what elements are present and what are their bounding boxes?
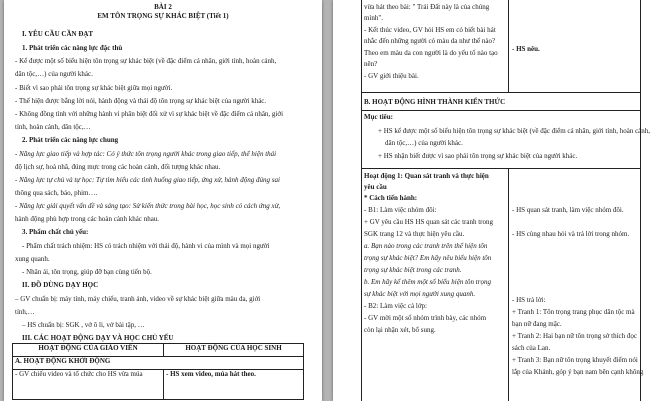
column-header-student: HOẠT ĐỘNG CỦA HỌC SINH [164,344,304,357]
text-line: - Kể được một số biểu hiện tôn trọng sự khác biệt (về đặc điểm cá nhân, giới tính, hoàn cảnh, [15,57,277,65]
activities-heading: III. CÁC HOẠT ĐỘNG DẠY VÀ HỌC CHỦ YẾU [22,334,174,342]
text-line: - Không đồng tình với những hành vi phân biệt đối xử vì sự khác biệt về đặc điểm cá nhân, giới [15,110,284,118]
section-header: A. HOẠT ĐỘNG KHỞI ĐỘNG [13,357,304,370]
lesson-title: EM TÔN TRỌNG SỰ KHÁC BIỆT (Tiết 1) [97,12,229,20]
text-line: trọng sự khác biệt trong các tranh. [364,266,462,274]
text-line: - Phẩm chất trách nhiệm: HS có trách nhiệm với thái độ, hành vi của mình và mọi người [22,242,270,250]
text-line: hành động phù hợp trong các hoàn cảnh khác nhau. [15,215,160,223]
objectives-heading: I. YÊU CẦU CẦN ĐẠT [22,30,94,38]
text-line: + GV yêu cầu HS HS quan sát các tranh trong [364,218,494,226]
quality-heading: 3. Phẩm chất chủ yếu: [22,228,89,236]
text-line: - Năng lực tự chủ và tự học: Tự tìm hiểu các tình huống giao tiếp, ứng xử, hành động đúng sai [15,176,280,184]
text-line: - Nhân ái, tôn trọng, giúp đỡ bạn cùng tiến bộ. [22,268,152,276]
student-cell: - HS xem video, múa hát theo. [164,370,304,400]
text-line: dân tộc,…) của người khác. [385,139,463,147]
text-line: - Thể hiện được bằng lời nói, hành động và thái độ tôn trọng sự khác biệt của người khác. [15,97,267,105]
student-response: lắp của Khánh, góp ý bạn nam bên cạnh không [512,368,644,376]
text-line: + HS nhận biết được vì sao phải tôn trọng sự khác biệt của người khác. [378,152,578,160]
text-line: - B1: Làm việc nhóm đôi: [364,206,437,214]
column-header-teacher: HOẠT ĐỘNG CỦA GIÁO VIÊN [13,344,164,357]
text-line: thông qua sách, báo, phim…. [15,189,98,197]
student-response: - HS cùng nhau hỏi và trả lời trong nhóm. [512,230,630,238]
document-page-left [4,0,322,401]
text-line: a. Bạn nào trong các tranh trên thể hiện tôn [364,242,488,250]
student-response: + Tranh 1: Tôn trọng trang phục dân tộc mà [512,308,635,316]
text-line: - Kết thúc video, GV hỏi HS em có biết bài hát [364,26,496,34]
text-line: b. Em hãy kể thêm một số biểu hiện tôn trọng [364,278,491,286]
text-line: mình". [364,14,383,22]
text-line: - GV mời một số nhóm trình bày, các nhóm [364,314,487,322]
student-response: - HS trả lời: [512,296,546,304]
text-line: trọng sự khác biệt? Em hãy nêu biểu hiện tôn [364,254,492,262]
lesson-number: BÀI 2 [154,3,172,11]
student-response: + Tranh 3: Bạn nữ tôn trọng khuyết điểm nói [512,356,638,364]
section-header: B. HOẠT ĐỘNG HÌNH THÀNH KIẾN THỨC [364,98,506,106]
text-line: - Năng lực giải quyết vấn đề và sáng tạo: Sử kiến thức trong bài học, học sinh có cách ứng xử, [15,202,281,210]
text-line: dân tộc,…) của người khác. [15,70,93,78]
specific-competence-heading: 1. Phát triển các năng lực đặc thù [22,44,123,52]
text-line: còn lại nhận xét, bổ sung. [364,326,436,334]
text-line: - B2: Làm việc cả lớp: [364,302,427,310]
goal-heading: Mục tiêu: [364,113,393,121]
text-line: sự khác biệt với mọi người xung quanh. [364,290,476,298]
text-line: - Biết vì sao phải tôn trọng sự khác biệt giữa mọi người. [15,84,173,92]
text-line: nhắc đến những người có màu da như thế nào? [364,37,496,45]
general-competence-heading: 2. Phát triển các năng lực chung [22,136,119,144]
text-line: Theo em màu da con người là do yếu tố nào tạo [364,49,498,57]
method-heading: * Cách tiến hành: [364,194,418,202]
document-page-right [333,0,650,401]
student-response: bạn nữ đang mặc. [512,320,562,328]
text-line: độ lịch sự, hoà nhã, đúng mực trong các hoàn cảnh, đối tượng khác nhau. [15,163,221,171]
student-response: sách của Lan. [512,344,551,352]
equipment-heading: II. ĐỒ DÙNG DẠY HỌC [22,281,99,289]
student-response: - HS quan sát tranh, làm việc nhóm đôi. [512,206,624,214]
activities-table [12,343,304,400]
teacher-cell: - GV chiếu video và tổ chức cho HS vừa múa [13,370,164,400]
text-line: SGK trang 12 và thực hiện yêu cầu. [364,230,465,238]
activity-1-heading-cont: yêu cầu [364,183,387,191]
text-line: - Năng lực giao tiếp và hợp tác: Có ý thức tôn trọng người khác trong giao tiếp, thể hiện thái [15,150,277,158]
student-response: - HS nêu. [512,45,540,53]
text-line: nên? [364,60,378,68]
text-line: – GV chuẩn bị: máy tính, máy chiếu, tranh ảnh, video về sự khác biệt giữa màu da, giới [15,295,261,303]
text-line: tính,… [15,308,35,316]
text-line: + HS kể được một số biểu hiện tôn trọng sự khác biệt (về đặc điểm cá nhân, giới tính, hoàn cảnh, [378,127,650,135]
student-response: + Tranh 2: Hai bạn nữ tôn trọng sở thích đọc [512,332,637,340]
text-line: xung quanh. [15,255,50,263]
text-line: vừa hát theo bài: " Trái Đất này là của chúng [364,3,490,11]
text-line: - GV giới thiệu bài. [364,72,419,80]
text-line: – HS chuẩn bị: SGK , vở ô li, vở bài tập, … [22,321,145,329]
text-line: tính, hoàn cảnh, dân tộc,… [15,123,91,131]
activity-1-heading: Hoạt động 1: Quan sát tranh và thực hiện [364,172,489,180]
